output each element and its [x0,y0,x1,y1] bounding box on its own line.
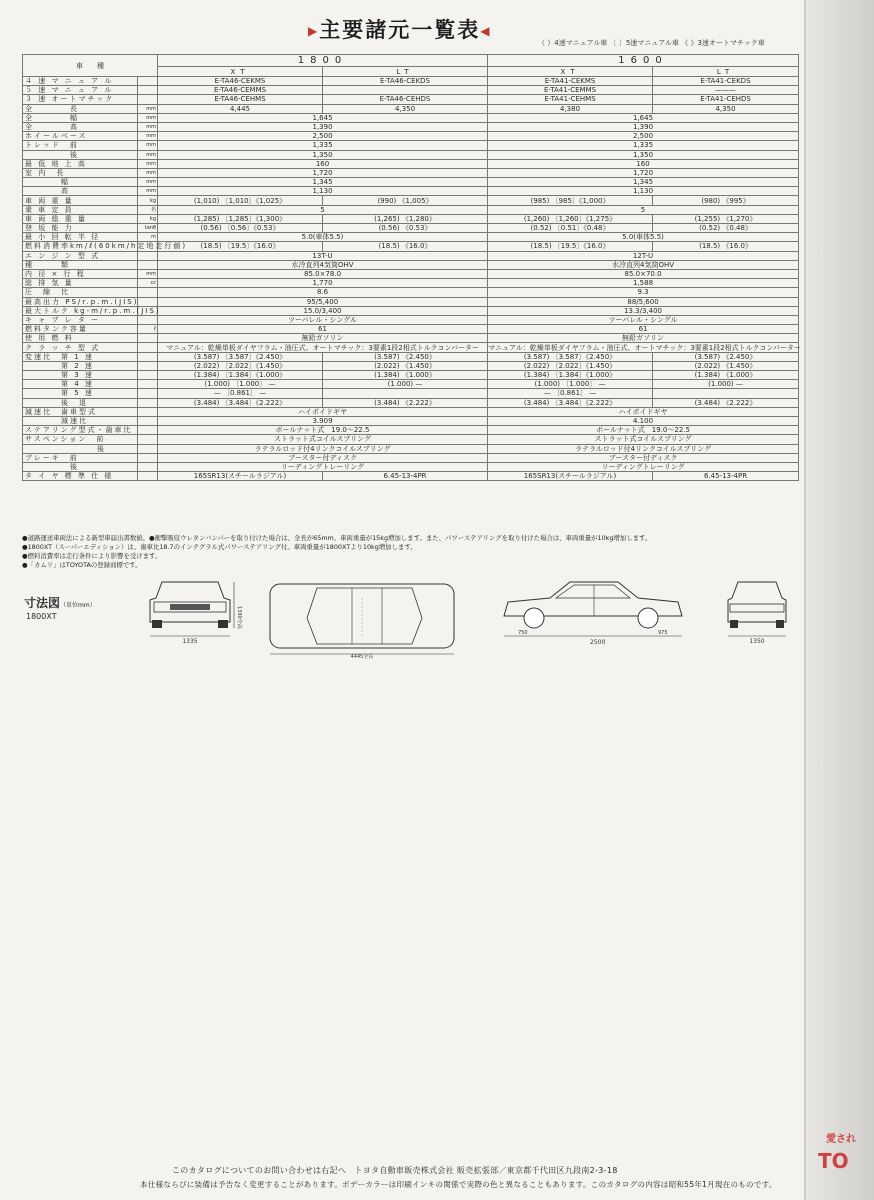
spec-value-1800: 85.0×78.0 [158,269,488,278]
spec-value-1800: 5.0(車体5.5) [158,233,488,242]
spec-row-unit [138,260,158,269]
spec-value-1800-xt: (3.587) 〔3.587〕《2.450》 [158,352,323,361]
spec-value-1600-lt: (3.484) 《2.222》 [653,398,799,407]
header-car-type: 車 種 [23,55,158,77]
spec-row-unit [138,416,158,425]
spec-value-1800-lt: (990) 《1,005》 [323,196,488,205]
spec-row [23,352,799,361]
spec-value-1800: 1,645 [158,113,488,122]
spec-value-1800-xt: (0.56) 〔0.56〕《0.53》 [158,224,323,233]
spec-value-1800-lt: 6.45-13-4PR [323,472,488,481]
footnote: ●道路運送車両法による新型車届出書数値。●衝撃吸収ウレタンバンパーを取り付けた場合は、全長が65mm、車両重量が15kg増加します。また、パワーステアリングを取り付けた場合は、車両重量が10kg増加します。 [22,534,652,542]
spec-row-unit: tanθ [138,224,158,233]
spec-value-1800-lt [323,86,488,95]
spec-row [23,435,799,444]
spec-value-1600: 13.3/3,400 [488,306,799,315]
spec-row [23,233,799,242]
spec-row-unit: 名 [138,205,158,214]
spec-row-unit [138,444,158,453]
spec-row [23,168,799,177]
page-edge-shadow [804,0,874,1200]
spec-row-unit [138,315,158,324]
paper-edge [804,0,806,1200]
spec-row-label: 種 類 [23,260,138,269]
spec-row-label: 最大トルク kg-m/r.p.m.(JIS) [23,306,138,315]
title-right-arrow-icon: ◀ [480,24,492,38]
spec-row-label: ホイールベース [23,132,138,141]
spec-value-1800-lt: (1,265) 《1,280》 [323,214,488,223]
page-title-text: 主要諸元一覧表 [319,18,481,42]
spec-row-unit: mm [138,104,158,113]
spec-value-1600: ボールナット式 19.0〜22.5 [488,426,799,435]
spec-row-unit [138,380,158,389]
spec-value-1800: ブースター付ディスク [158,453,488,462]
spec-value-1800-xt: (1.000) 〔1.000〕 — [158,380,323,389]
dimensions-unit: （単位mm） [60,602,96,609]
spec-row-unit [138,407,158,416]
spec-value-1600: ブースター付ディスク [488,453,799,462]
spec-value-1600: 9.3 [488,288,799,297]
spec-value-1600-xt: (0.52) 〔0.51〕《0.48》 [488,224,653,233]
spec-row-label: 燃料タンク容量 [23,325,138,334]
spec-row-label: 第 5 速 [23,389,138,398]
spec-row [23,269,799,278]
corner-text-1: 愛され [826,1134,856,1145]
spec-row [23,205,799,214]
spec-value-1600: 1,350 [488,150,799,159]
spec-row-label: 減速比 [23,416,138,425]
spec-value-1600-xt: (18.5) 〔19.5〕《16.0》 [488,242,653,251]
spec-row-unit [138,453,158,462]
spec-row-unit [138,389,158,398]
spec-value-1600: ラテラルロッド付4リンクコイルスプリング [488,444,799,453]
spec-row-unit: mm [138,269,158,278]
spec-row-label: ステアリング型式・歯車比 [23,426,138,435]
spec-value-1600: 1,335 [488,141,799,150]
spec-value-1600-xt: (985) 〔985〕《1,000》 [488,196,653,205]
spec-value-1600-xt: E-TA41-CEHMS [488,95,653,104]
spec-row [23,187,799,196]
spec-value-1800: 1,350 [158,150,488,159]
spec-value-1800-lt [323,389,488,398]
spec-value-1600-lt: (980) 《995》 [653,196,799,205]
corner-text-2: TO [818,1149,849,1173]
spec-row-label: 使 用 燃 料 [23,334,138,343]
spec-value-1800-lt: E-TA46-CEKDS [323,77,488,86]
spec-row [23,361,799,370]
spec-row-label: 全 幅 [23,113,138,122]
spec-row-unit [138,77,158,86]
spec-row-unit [138,86,158,95]
spec-row-label: 車 両 重 量 [23,196,138,205]
footnote: ●燃料消費率は走行条件により影響を受けます。 [22,552,162,560]
spec-row-unit: mm [138,132,158,141]
spec-value-1800: 水冷直列4気筒OHV [158,260,488,269]
spec-row [23,141,799,150]
spec-value-1600-xt: (3.484) 〔3.484〕《2.222》 [488,398,653,407]
side-rear-overhang: 975 [658,630,668,636]
spec-value-1600: 85.0×70.0 [488,269,799,278]
spec-row [23,159,799,168]
spec-row [23,416,799,425]
spec-row [23,389,799,398]
spec-table [22,54,799,481]
spec-row-label: 圧 縮 比 [23,288,138,297]
spec-value-1800: 1,720 [158,168,488,177]
spec-row [23,297,799,306]
spec-row-label: 後 [23,150,138,159]
spec-row [23,122,799,131]
spec-value-1800: 1,770 [158,279,488,288]
contact-line: このカタログについてのお問い合わせは右記へ トヨタ自動車販売株式会社 販売拡張部／東京都千代田区九段南2-3-18 [172,1166,618,1175]
spec-row-unit: cc [138,279,158,288]
spec-row-label: ブレーキ 前 [23,453,138,462]
spec-value-1600: 1,130 [488,187,799,196]
spec-row-unit [138,435,158,444]
spec-row-label: 第 3 速 [23,371,138,380]
spec-value-1800: マニュアル：乾燥単板ダイヤフラム・油圧式、オートマチック：3要素1段2相式トルクコンバーター [158,343,488,352]
spec-row [23,77,799,86]
rear-view-drawing [724,576,790,646]
spec-value-1600: 4.100 [488,416,799,425]
spec-value-1800-xt: (2.022) 〔2.022〕《1.450》 [158,361,323,370]
spec-row-unit [138,334,158,343]
spec-value-1600: 88/5,600 [488,297,799,306]
spec-row-label: 最高出力 PS/r.p.m.(JIS) [23,297,138,306]
spec-value-1600-xt: (2.022) 〔2.022〕《1.450》 [488,361,653,370]
spec-value-1600: 1,588 [488,279,799,288]
spec-value-1800: 1,345 [158,178,488,187]
spec-row-label: 第 2 速 [23,361,138,370]
spec-row [23,371,799,380]
spec-row-unit: mm [138,150,158,159]
spec-value-1800: ストラット式コイルスプリング [158,435,488,444]
spec-row-unit [138,95,158,104]
spec-row [23,260,799,269]
spec-value-1600: マニュアル：乾燥単板ダイヤフラム・油圧式、オートマチック：3要素1段2相式トルクコンバーター [488,343,801,352]
spec-value-1600-xt: (1.000) 〔1.000〕 — [488,380,653,389]
spec-row [23,426,799,435]
spec-value-1800-xt: E-TA46-CEMMS [158,86,323,95]
spec-row-unit [138,398,158,407]
spec-row [23,113,799,122]
side-front-overhang: 750 [518,630,528,636]
spec-value-1800: 無鉛ガソリン [158,334,488,343]
side-view-drawing [498,572,688,652]
spec-value-1800: 1,130 [158,187,488,196]
spec-value-1600: 2,500 [488,132,799,141]
spec-value-1800-xt: — 〔0.861〕 — [158,389,323,398]
spec-value-1800-xt: (1,010) 〔1,010〕《1,025》 [158,196,323,205]
footnote: ●1800XT（スーパーエディション）は、歯車比18.7のインテグラル式パワーステアリング付。車両重量が1800XTより10kg増加します。 [22,543,417,551]
dimensions-model: 1800XT [26,612,57,621]
front-width-label: 1335 [182,638,198,645]
spec-row-label: タ イ ヤ 標 準 仕 様 [23,472,138,481]
spec-row [23,178,799,187]
spec-value-1600-lt: (0.52) 《0.48》 [653,224,799,233]
spec-value-1600-xt: E-TA41-CEKMS [488,77,653,86]
spec-value-1800-xt: (3.484) 〔3.484〕《2.222》 [158,398,323,407]
spec-value-1800: リーディングトレーリング [158,462,488,471]
spec-row-unit: mm [138,122,158,131]
top-length-label: 4445全長 [350,654,374,660]
spec-value-1600: リーディングトレーリング [488,462,799,471]
spec-row-unit: mm [138,113,158,122]
spec-value-1800: 5 [158,205,488,214]
header-1600: 1600 [488,55,799,67]
spec-value-1800-xt: (1,285) 〔1,285〕《1,300》 [158,214,323,223]
spec-value-1600-xt: (3.587) 〔3.587〕《2.450》 [488,352,653,361]
spec-row [23,251,799,260]
spec-value-1600-lt: 6.45-13-4PR [653,472,799,481]
spec-row-label: 変速比 第 1 速 [23,352,138,361]
spec-value-1800-lt: (3.484) 《2.222》 [323,398,488,407]
spec-row-unit: mm [138,141,158,150]
spec-row-label: 後 [23,444,138,453]
spec-row-label: 高 [23,187,138,196]
spec-value-1600-xt: (1,260) 〔1,260〕《1,275》 [488,214,653,223]
spec-value-1600-lt: ——— [653,86,799,95]
spec-value-1800-lt: 4,350 [323,104,488,113]
spec-value-1800: 61 [158,325,488,334]
spec-row [23,95,799,104]
spec-row-label: サスペンション 前 [23,435,138,444]
spec-value-1600: 1,390 [488,122,799,131]
spec-row [23,453,799,462]
spec-row-label: 内 径 × 行 程 [23,269,138,278]
spec-value-1600: 160 [488,159,799,168]
spec-row [23,214,799,223]
dimensions-title [24,594,96,611]
spec-row-label: 乗 車 定 員 [23,205,138,214]
spec-row [23,315,799,324]
spec-value-1800: ツーバレル・シングル [158,315,488,324]
spec-row-unit [138,361,158,370]
spec-row-unit [138,297,158,306]
spec-row-label: 後 退 [23,398,138,407]
side-wheelbase: 2500 [590,639,606,646]
spec-value-1800-xt: E-TA46-CEKMS [158,77,323,86]
spec-value-1600-xt: 165SR13(スチールラジアル) [488,472,653,481]
spec-value-1600: 61 [488,325,799,334]
spec-row [23,325,799,334]
spec-row-label: ク ラ ッ チ 型 式 [23,343,138,352]
spec-value-1600-xt: E-TA41-CEMMS [488,86,653,95]
spec-row [23,104,799,113]
spec-row-unit: ℓ [138,325,158,334]
front-view-drawing [140,576,240,646]
spec-row-label: 全 高 [23,122,138,131]
top-view-drawing [262,578,462,658]
spec-row-label: 室 内 長 [23,168,138,177]
spec-row [23,398,799,407]
spec-value-1600-lt: (1.000) — [653,380,799,389]
spec-row [23,196,799,205]
spec-row-unit: mm [138,168,158,177]
disclaimer-line: 本仕様ならびに装備は予告なく変更することがあります。ボデーカラーは印刷インキの関係で実際の色と異なることもあります。このカタログの内容は昭和55年1月現在のものです。 [140,1180,777,1189]
spec-row-unit [138,343,158,352]
spec-value-1800-lt: (0.56) 《0.53》 [323,224,488,233]
spec-value-1800: ボールナット式 19.0〜22.5 [158,426,488,435]
spec-row-unit [138,472,158,481]
spec-value-1800-lt: (1.384) 《1.000》 [323,371,488,380]
spec-value-1600-lt: (1.384) 《1.000》 [653,371,799,380]
page-title [308,14,491,44]
header-1800-xt: XT [158,67,323,77]
spec-value-1600: 5 [488,205,799,214]
spec-row [23,224,799,233]
spec-row-label: トレッド 前 [23,141,138,150]
spec-row-unit: mm [138,159,158,168]
header-1600-lt: LT [653,67,799,77]
spec-value-1800-lt: E-TA46-CEHDS [323,95,488,104]
spec-row-unit [138,288,158,297]
spec-row-label: ３ 速 オートマチック [23,95,138,104]
spec-row [23,462,799,471]
spec-value-1800-lt: (2.022) 《1.450》 [323,361,488,370]
spec-row [23,150,799,159]
spec-row-label: 総 排 気 量 [23,279,138,288]
spec-value-1600-lt: E-TA41-CEKDS [653,77,799,86]
spec-row-unit [138,371,158,380]
spec-row-unit [138,251,158,260]
spec-value-1600-lt: 4,350 [653,104,799,113]
spec-value-1800: 15.0/3,400 [158,306,488,315]
spec-value-1600-lt: (18.5) 《16.0》 [653,242,799,251]
spec-value-1600: 水冷直列4気筒OHV [488,260,799,269]
spec-value-1800: 1,390 [158,122,488,131]
spec-row [23,444,799,453]
spec-row-label: 燃料消費率km/ℓ(60km/h定地走行値) [23,242,138,251]
spec-row-label: 減速比 歯車型式 [23,407,138,416]
transmission-legend: （ ）4速マニュアル車 〔 〕5速マニュアル車 《 》3速オートマチック車 [538,39,765,47]
spec-value-1600: ハイポイドギヤ [488,407,799,416]
spec-value-1800-lt: (18.5) 《16.0》 [323,242,488,251]
spec-value-1600: ツーバレル・シングル [488,315,799,324]
footnote: ●「カムリ」はTOYOTAの登録商標です。 [22,561,142,569]
spec-row [23,380,799,389]
spec-row-unit: kg [138,214,158,223]
spec-value-1600: 1,720 [488,168,799,177]
spec-row-label: 幅 [23,178,138,187]
spec-row-label: ４ 速 マ ニ ュ ア ル [23,77,138,86]
spec-value-1800: 2,500 [158,132,488,141]
spec-row-label: 車 両 総 重 量 [23,214,138,223]
spec-row-unit [138,426,158,435]
spec-row-label: ５ 速 マ ニ ュ ア ル [23,86,138,95]
spec-value-1600-xt: (1.384) 〔1.384〕《1.000》 [488,371,653,380]
spec-value-1600-lt [653,389,799,398]
spec-value-1800: 1,335 [158,141,488,150]
spec-value-1800: 13T-U [158,251,488,260]
spec-value-1800: 8.6 [158,288,488,297]
spec-row-label: 第 4 速 [23,380,138,389]
spec-row [23,242,799,251]
spec-row-unit: mm [138,187,158,196]
spec-row-unit [138,462,158,471]
spec-value-1800-lt: (3.587) 《2.450》 [323,352,488,361]
spec-row-label: 全 長 [23,104,138,113]
spec-value-1800: ハイポイドギヤ [158,407,488,416]
spec-row-label: エ ン ジ ン 型 式 [23,251,138,260]
header-1800: 1800 [158,55,488,67]
spec-row [23,86,799,95]
spec-value-1800-xt: 4,445 [158,104,323,113]
spec-row [23,132,799,141]
spec-value-1600-xt: 4,380 [488,104,653,113]
spec-row-label: 登 坂 能 力 [23,224,138,233]
spec-row [23,306,799,315]
spec-value-1800: 3.909 [158,416,488,425]
spec-value-1600: ストラット式コイルスプリング [488,435,799,444]
spec-row [23,334,799,343]
spec-row-unit: mm [138,178,158,187]
header-1600-xt: XT [488,67,653,77]
header-1800-lt: LT [323,67,488,77]
spec-value-1600-xt: — 〔0.861〕 — [488,389,653,398]
spec-row-unit: m [138,233,158,242]
spec-value-1800: 160 [158,159,488,168]
spec-value-1600-lt: (3.587) 《2.450》 [653,352,799,361]
spec-row-label: 後 [23,462,138,471]
spec-value-1800: 95/5,400 [158,297,488,306]
spec-row-label: 最 低 地 上 高 [23,159,138,168]
spec-value-1800-xt: 165SR13(スチールラジアル) [158,472,323,481]
spec-value-1800-xt: (1.384) 〔1.384〕《1.000》 [158,371,323,380]
rear-width-label: 1350 [749,638,765,645]
spec-value-1800-xt: E-TA46-CEHMS [158,95,323,104]
spec-row-unit [138,352,158,361]
spec-row [23,288,799,297]
spec-row-label: キ ャ ブ レ タ ー [23,315,138,324]
spec-row [23,472,799,481]
spec-value-1600: 12T-U [488,251,799,260]
spec-value-1600-lt: (1,255) 《1,270》 [653,214,799,223]
spec-value-1600-lt: E-TA41-CEHDS [653,95,799,104]
spec-value-1600: 無鉛ガソリン [488,334,799,343]
front-height-label: 1390全高 [236,606,242,629]
title-left-arrow-icon: ▶ [308,24,320,38]
spec-row [23,343,799,352]
spec-row-unit: kg [138,196,158,205]
spec-row-label: 最 小 回 転 半 径 [23,233,138,242]
spec-value-1600: 5.0(車体5.5) [488,233,799,242]
spec-value-1800: ラテラルロッド付4リンクコイルスプリング [158,444,488,453]
spec-row [23,279,799,288]
footnotes [22,534,651,570]
spec-value-1800-xt: (18.5) 〔19.5〕《16.0》 [158,242,323,251]
spec-value-1600-lt: (2.022) 《1.450》 [653,361,799,370]
spec-value-1600: 1,645 [488,113,799,122]
next-page-corner [818,1130,856,1173]
dimensions-title-text: 寸法図 [24,596,61,610]
spec-row [23,407,799,416]
spec-value-1600: 1,345 [488,178,799,187]
spec-value-1800-lt: (1.000) — [323,380,488,389]
